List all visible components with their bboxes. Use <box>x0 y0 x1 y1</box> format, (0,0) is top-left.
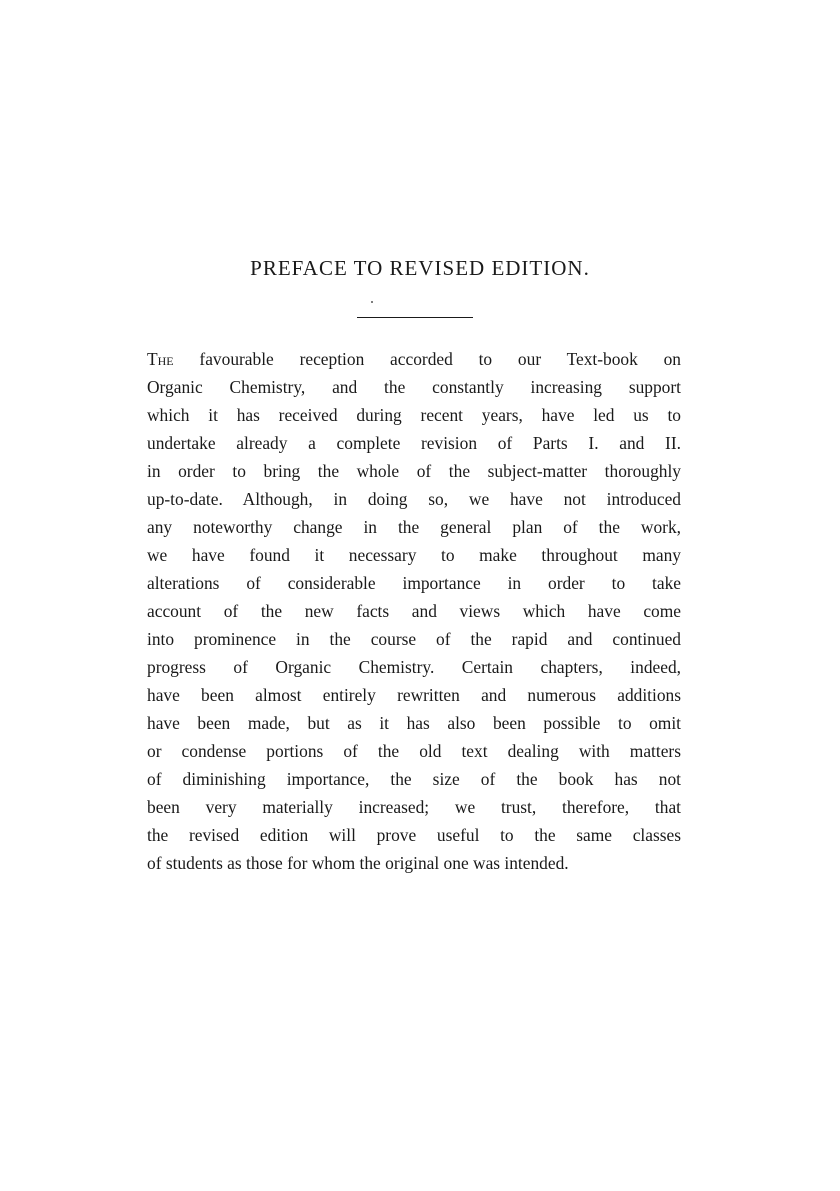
paragraph-line: Organic Chemistry, and the constantly increasing support <box>147 377 681 397</box>
ink-speck <box>371 301 373 303</box>
paragraph-line: have been almost entirely rewritten and numerous additions <box>147 685 681 705</box>
paragraph-line: been very materially increased; we trust, therefore, that <box>147 797 681 817</box>
preface-paragraph <box>147 345 681 877</box>
paragraph-line: which it has received during recent years, have led us to <box>147 405 681 425</box>
paragraph-line: account of the new facts and views which have come <box>147 601 681 621</box>
paragraph-line: have been made, but as it has also been possible to omit <box>147 713 681 733</box>
paragraph-line: or condense portions of the old text dealing with matters <box>147 741 681 761</box>
paragraph-line: into prominence in the course of the rapid and continued <box>147 629 681 649</box>
paragraph-line: progress of Organic Chemistry. Certain chapters, indeed, <box>147 657 681 677</box>
paragraph-line: in order to bring the whole of the subject-matter thoroughly <box>147 461 681 481</box>
page-title: PREFACE TO REVISED EDITION. <box>250 256 590 280</box>
paragraph-line: we have found it necessary to make throughout many <box>147 545 681 565</box>
paragraph-line: alterations of considerable importance in order to take <box>147 573 681 593</box>
paragraph-line <box>147 345 681 373</box>
paragraph-line: the revised edition will prove useful to the same classes <box>147 825 681 845</box>
paragraph-line: of students as those for whom the original one was intended. <box>147 853 569 873</box>
opening-word: The <box>147 349 174 369</box>
paragraph-line: of diminishing importance, the size of the book has not <box>147 769 681 789</box>
line-text: favourable reception accorded to our Text-book on <box>173 349 681 369</box>
paragraph-line: up-to-date. Although, in doing so, we have not introduced <box>147 489 681 509</box>
paragraph-line: any noteworthy change in the general plan of the work, <box>147 517 681 537</box>
paragraph-line: undertake already a complete revision of Parts I. and II. <box>147 433 681 453</box>
title-rule <box>357 317 473 318</box>
